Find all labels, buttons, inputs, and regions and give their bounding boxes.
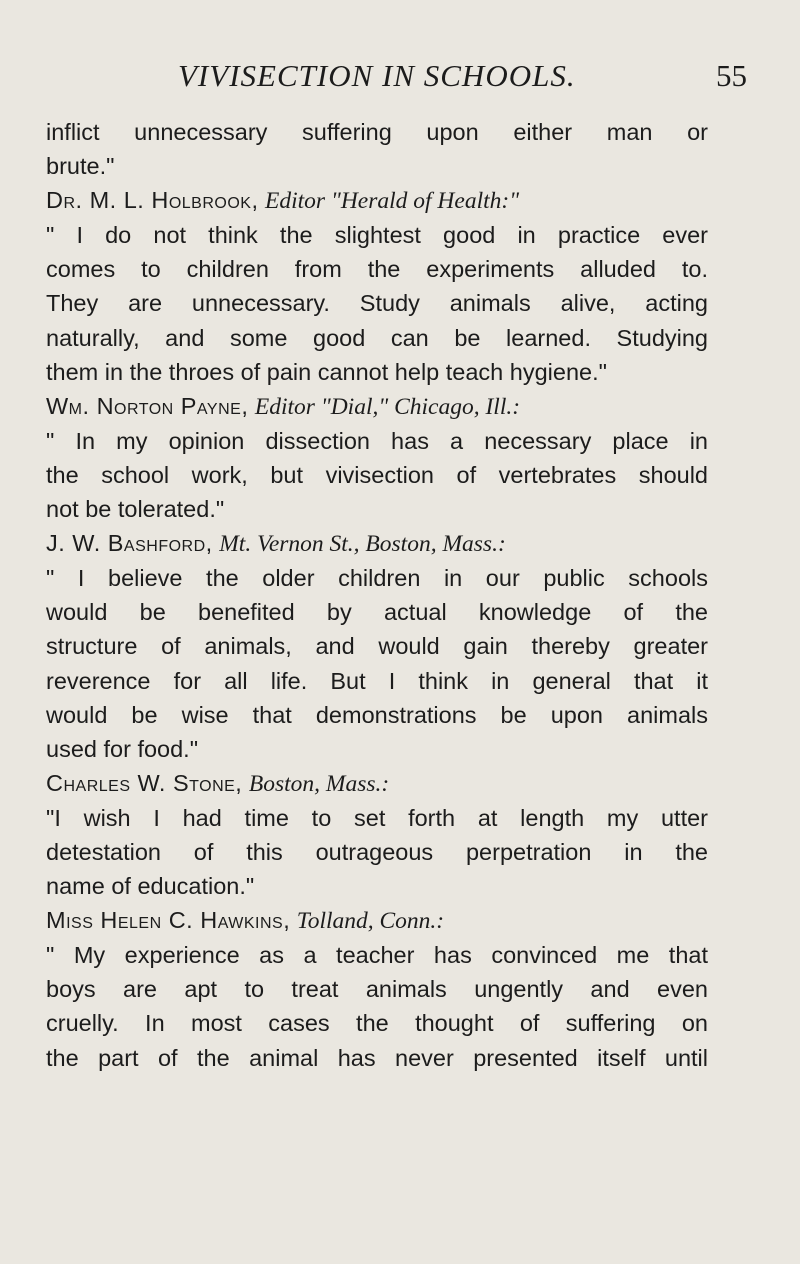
author-name: Miss Helen C. Hawkins, <box>46 907 291 934</box>
author-name: Dr. M. L. Holbrook, <box>46 187 259 214</box>
text-line: They are unnecessary. Study animals alive, acting <box>46 290 708 317</box>
text-line: detestation of this outrageous perpetration in the <box>46 838 708 865</box>
text-line: would be wise that demonstrations be upon animals <box>46 701 708 728</box>
text-line: boys are apt to treat animals ungently and even <box>46 976 708 1003</box>
text-line: " In my opinion dissection has a necessary place in <box>46 427 708 454</box>
text-line: name of education." <box>46 873 255 900</box>
text-line: not be tolerated." <box>46 496 225 523</box>
page-number: 55 <box>716 58 747 93</box>
attribution <box>46 183 708 218</box>
quote-paragraph <box>46 938 708 1074</box>
attribution <box>46 389 708 424</box>
quote-paragraph <box>46 801 708 903</box>
author-name: Wm. Norton Payne, <box>46 392 249 419</box>
author-affiliation: Tolland, Conn.: <box>296 908 445 935</box>
attribution <box>46 903 708 938</box>
text-line: structure of animals, and would gain thereby greater <box>46 633 708 660</box>
running-head: VIVISECTION IN SCHOOLS. <box>178 58 576 93</box>
text-line: " I do not think the slightest good in practice ever <box>46 222 708 249</box>
author-affiliation: Boston, Mass.: <box>248 770 390 797</box>
attribution <box>46 526 708 561</box>
text-line: cruelly. In most cases the thought of suffering on <box>46 1010 708 1037</box>
text-line: reverence for all life. But I think in general that it <box>46 667 708 694</box>
text-line: would be benefited by actual knowledge of the <box>46 599 708 626</box>
author-affiliation: Mt. Vernon St., Boston, Mass.: <box>219 531 506 558</box>
text-line: the school work, but vivisection of vertebrates should <box>46 461 708 488</box>
author-name: Charles W. Stone, <box>46 769 243 796</box>
text-line: " I believe the older children in our public schools <box>46 565 708 592</box>
text-line: comes to children from the experiments alluded to. <box>46 256 708 283</box>
author-affiliation: Editor "Herald of Health:" <box>265 188 520 215</box>
body-text <box>46 115 708 1075</box>
author-name: J. W. Bashford, <box>46 530 213 557</box>
text-line: " My experience as a teacher has convinced me that <box>46 942 708 969</box>
text-line: "I wish I had time to set forth at length my utter <box>46 804 708 831</box>
text-line: brute." <box>46 153 115 180</box>
text-line: inflict unnecessary suffering upon either man or <box>46 119 708 145</box>
quote-paragraph <box>46 561 708 766</box>
text-line: them in the throes of pain cannot help teach hygiene." <box>46 358 607 385</box>
attribution <box>46 766 708 801</box>
text-line: naturally, and some good can be learned. Studying <box>46 324 708 351</box>
page-header <box>0 58 800 98</box>
continuation-paragraph <box>46 115 708 183</box>
text-line: the part of the animal has never presented itself until <box>46 1044 708 1071</box>
quote-paragraph <box>46 218 708 388</box>
author-affiliation: Editor "Dial," Chicago, Ill.: <box>254 393 521 420</box>
quote-paragraph <box>46 424 708 526</box>
text-line: used for food." <box>46 735 199 762</box>
